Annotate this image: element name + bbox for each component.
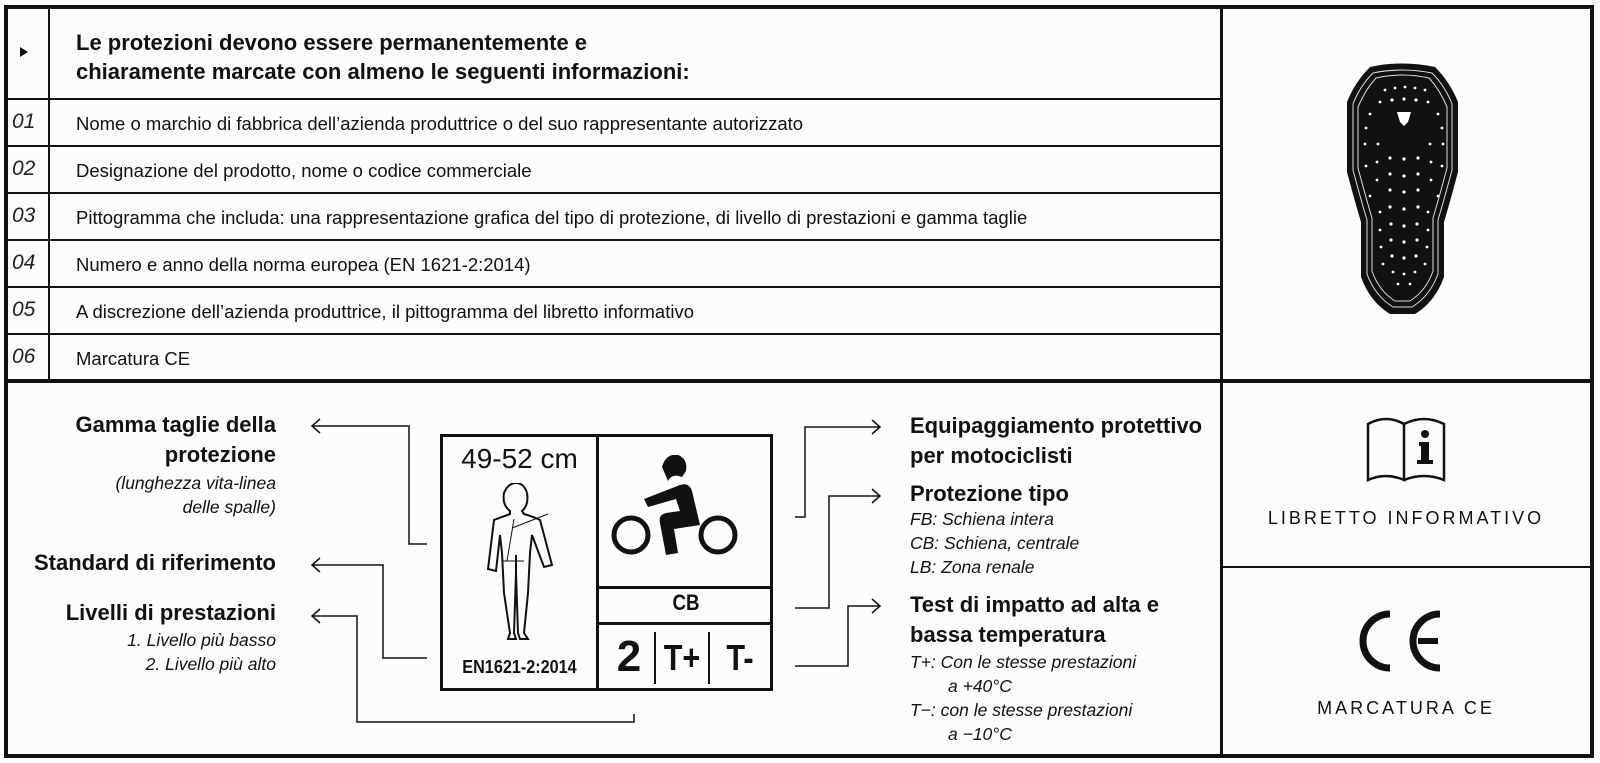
t-minus-value: T-: [726, 637, 754, 678]
row-number: 06: [12, 345, 36, 368]
pictogram-divider: [654, 632, 656, 684]
row-text: Pittogramma che includa: una rappresentazione grafica del tipo di protezione, di livello di prestazioni e gamma taglie: [76, 207, 1028, 228]
test-line-1: Test di impatto ad alta e: [910, 592, 1159, 617]
row-number: 03: [12, 204, 36, 227]
type-lb: LB: Zona renale: [910, 557, 1035, 577]
row-divider: [4, 145, 1220, 147]
ce-label: MARCATURA CE: [1317, 698, 1495, 718]
row-text: Marcatura CE: [76, 348, 191, 369]
level-value: 2: [616, 632, 642, 681]
equipment-line-1: Equipaggiamento protettivo: [910, 413, 1203, 438]
row-number: 01: [12, 110, 36, 133]
test-details: [910, 650, 1136, 746]
test-line-2: bassa temperatura: [910, 622, 1106, 647]
levels-sub-line-2: 2. Livello più alto: [145, 654, 276, 674]
t-plus-desc: T+: Con le stesse prestazioni: [910, 652, 1137, 672]
test-title: [910, 590, 1159, 650]
row-text: Designazione del prodotto, nome o codice commerciale: [76, 160, 532, 181]
type-list: [910, 507, 1079, 579]
size-sub-line-1: (lunghezza vita-linea: [115, 473, 276, 493]
size-range-title: [75, 410, 276, 470]
t-minus-desc: T−: con le stesse prestazioni: [910, 700, 1133, 720]
t-plus-temp: a +40°C: [948, 676, 1012, 696]
row-number: 02: [12, 157, 36, 180]
standard-value: EN1621-2:2014: [462, 657, 577, 677]
row-number: 05: [12, 298, 36, 321]
row-divider: [4, 192, 1220, 194]
levels-sub-line-1: 1. Livello più basso: [127, 630, 276, 650]
row-divider: [4, 239, 1220, 241]
pictogram-divider: [596, 586, 773, 589]
pictogram-divider: [596, 622, 773, 625]
size-range-value: 49-52 cm: [461, 443, 578, 474]
panel-divider: [1222, 566, 1590, 568]
pictogram-divider: [596, 434, 599, 691]
row-text: A discrezione dell’azienda produttrice, il pittogramma del libretto informativo: [76, 301, 694, 322]
size-range-subtitle: [115, 471, 276, 519]
back-protector-icon: [1340, 62, 1465, 322]
title-line-1: Le protezioni devono essere permanentemente e: [76, 30, 588, 55]
title-line-2: chiaramente marcate con almeno le seguenti informazioni:: [76, 59, 690, 84]
ce-mark-icon: [1356, 608, 1446, 674]
equipment-title: [910, 411, 1220, 471]
levels-title: Livelli di prestazioni: [65, 600, 276, 625]
t-minus-temp: a −10°C: [948, 724, 1012, 744]
row-number: 04: [12, 251, 36, 274]
motorcyclist-icon: [610, 455, 760, 580]
levels-subtitle: [127, 628, 276, 676]
standard-title: Standard di riferimento: [33, 550, 276, 575]
type-fb: FB: Schiena intera: [910, 509, 1054, 529]
equipment-line-2: per motociclisti: [910, 443, 1073, 468]
size-title-line-1: Gamma taglie della: [75, 412, 276, 437]
info-booklet-icon: [1366, 416, 1446, 482]
size-sub-line-2: delle spalle): [182, 497, 276, 517]
row-divider: [4, 98, 1220, 100]
size-title-line-2: protezione: [164, 442, 276, 467]
pictogram-divider: [708, 632, 710, 684]
body-measure-icon: [480, 483, 560, 653]
type-code-value: CB: [672, 590, 700, 615]
type-title: Protezione tipo: [910, 481, 1069, 506]
type-cb: CB: Schiena, centrale: [910, 533, 1080, 553]
row-text: Nome o marchio di fabbrica dell’azienda produttrice o del suo rappresentante autorizzato: [76, 113, 804, 134]
row-divider: [4, 333, 1220, 335]
triangle-right-icon: [20, 47, 28, 57]
t-plus-value: T+: [663, 637, 701, 678]
booklet-label: LIBRETTO INFORMATIVO: [1267, 508, 1545, 528]
section-title: [76, 28, 690, 86]
row-text: Numero e anno della norma europea (EN 1621-2:2014): [76, 254, 531, 275]
section-divider: [4, 379, 1594, 383]
row-divider: [4, 286, 1220, 288]
